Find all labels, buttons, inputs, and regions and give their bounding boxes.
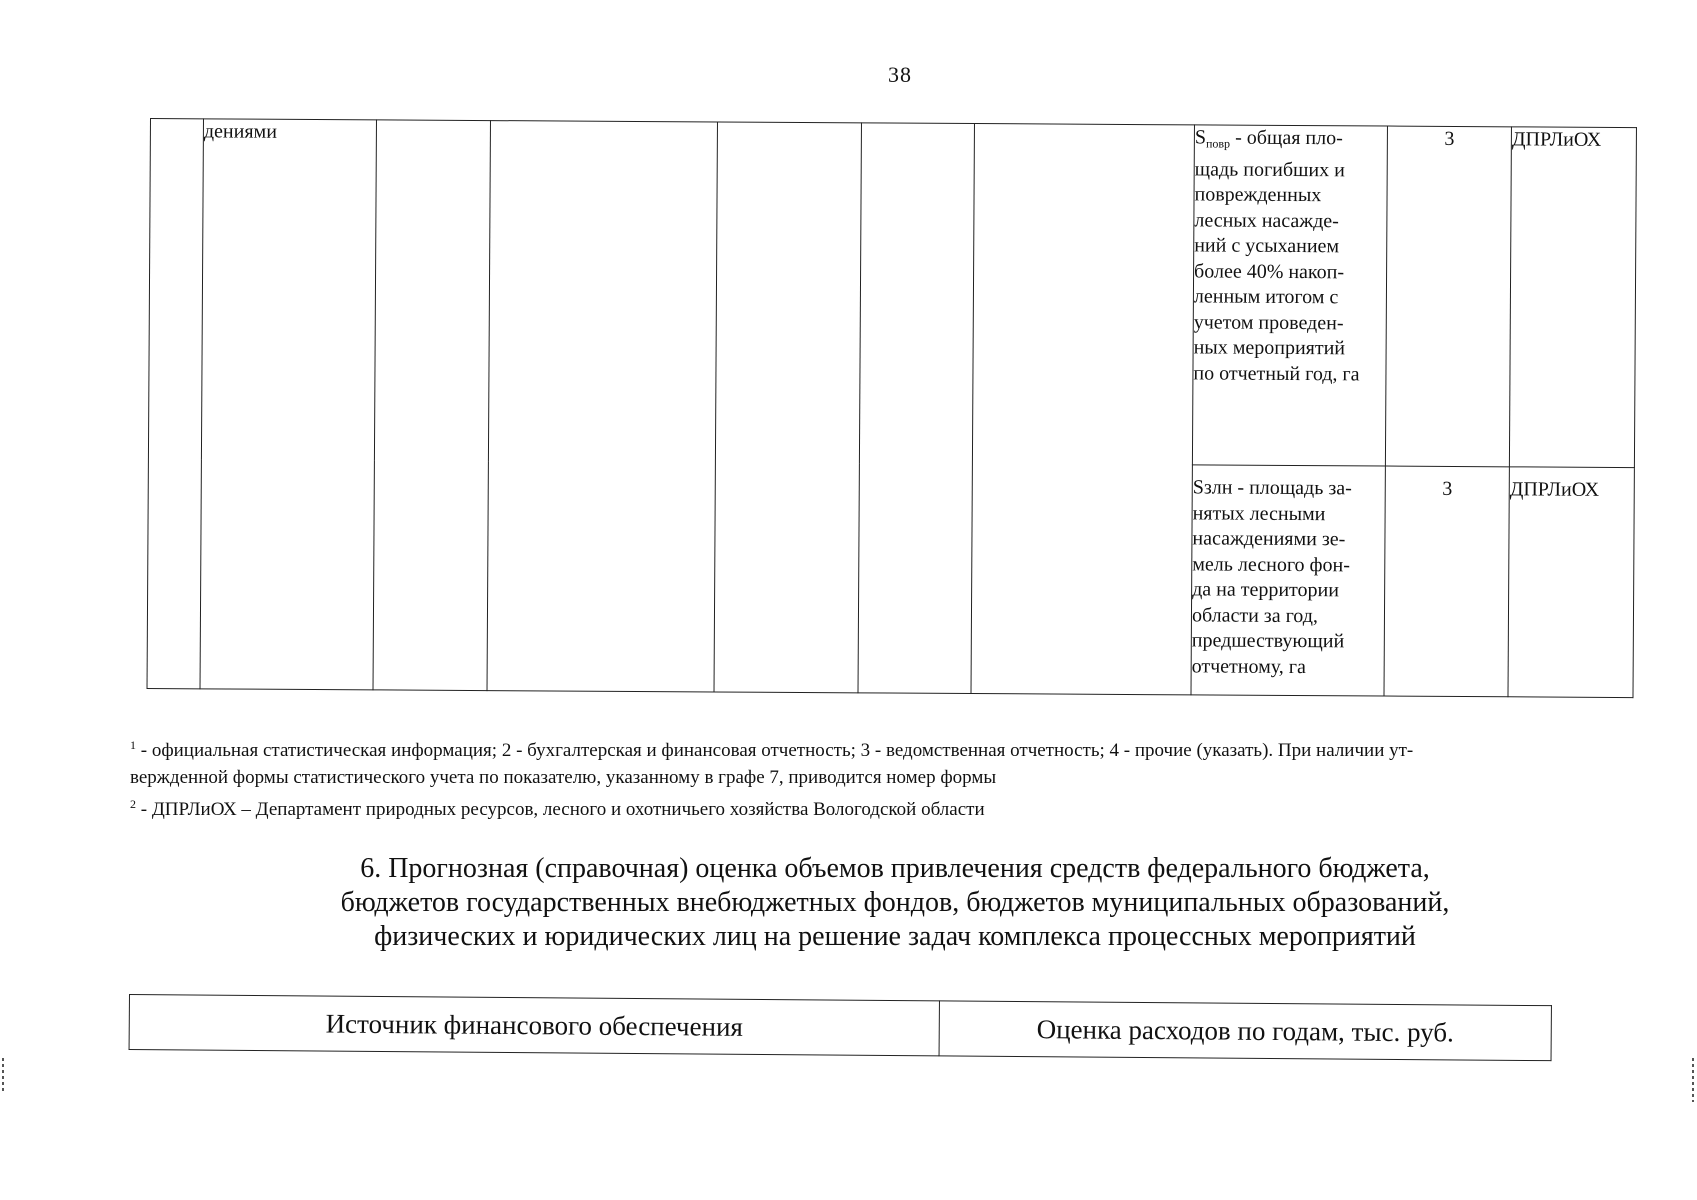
table-cell-source-code: 3: [1384, 466, 1509, 697]
table-cell-variable-description: [1191, 465, 1385, 696]
scan-edge-mark: [2, 1058, 4, 1094]
section-heading: [220, 852, 1570, 954]
footnote-1: $^1$ - официальная статистическая информация; 2 - бухгалтерская и финансовая отчетность; 3 - ведомственная отчетность; 4 - прочие (указать). При наличии ут-: [130, 738, 1414, 761]
page-number: 38: [888, 62, 912, 87]
variable-description-line: отчетному, га: [1191, 654, 1306, 678]
indicator-table: [147, 118, 1637, 698]
variable-description-line: ленным итогом с: [1193, 285, 1339, 309]
table-cell-empty: [971, 124, 1194, 695]
variable-description-line: мель лесного фон-: [1192, 552, 1350, 576]
variable-description-line: области за год,: [1191, 603, 1318, 627]
indicator-name-text: дениями: [203, 120, 278, 143]
expense-estimate-header: Оценка расходов по годам, тыс. руб.: [939, 1001, 1551, 1061]
table-cell-variable-description: [1192, 125, 1387, 466]
variable-description-line: ний с усыханием: [1194, 234, 1340, 258]
section-heading-line: 6. Прогнозная (справочная) оценка объемов привлечения средств федерального бюджета,: [360, 853, 1430, 884]
footnote-1-mark: 1: [130, 738, 136, 752]
variable-description-line: более 40% накоп-: [1194, 259, 1345, 283]
variable-description-line: Sзлн - площадь за-: [1192, 476, 1352, 500]
variable-description-line: лесных насажде-: [1194, 208, 1339, 232]
footnote-1-continuation: вержденной формы статистического учета по показателю, указанному в графе 7, приводится номер формы: [130, 767, 997, 788]
variable-description-line: по отчетный год, га: [1193, 361, 1360, 385]
table-cell-department: ДПРЛиОХ: [1509, 127, 1636, 468]
table-cell-department: ДПРЛиОХ: [1508, 467, 1634, 698]
table-cell-empty: [487, 121, 717, 692]
variable-description-line: насаждениями зе-: [1192, 527, 1346, 551]
financing-table: [129, 994, 1552, 1061]
variable-description-line: учетом проведен-: [1193, 310, 1344, 334]
variable-description-line: да на территории: [1192, 578, 1340, 602]
variable-subscript: повр: [1205, 136, 1231, 151]
table-cell-source-code: 3: [1385, 126, 1511, 467]
section-heading-line: физических и юридических лиц на решение задач комплекса процессных мероприятий: [374, 921, 1416, 952]
variable-description-line: поврежденных: [1194, 183, 1322, 207]
variable-description-line: $S_{повр}$ - общая пло-: [1194, 126, 1343, 151]
footnote-2: $^2$ - ДПРЛиОХ – Департамент природных ресурсов, лесного и охотничьего хозяйства Вологодской области: [130, 797, 985, 820]
variable-description-line: предшествующий: [1191, 629, 1345, 653]
table-cell-empty: [858, 123, 974, 694]
section-heading-line: бюджетов государственных внебюджетных фондов, бюджетов муниципальных образований,: [340, 887, 1450, 918]
table-cell-indicator-name: [200, 119, 376, 690]
variable-description-line: нятых лесными: [1192, 501, 1326, 525]
table-cell-empty: [714, 122, 861, 693]
variable-symbol: S: [1194, 126, 1207, 149]
financing-source-header: Источник финансового обеспечения: [129, 995, 939, 1056]
variable-description-line: ных мероприятий: [1193, 336, 1346, 360]
scan-edge-mark: [1692, 1058, 1694, 1102]
footnotes: [130, 732, 1640, 823]
footnote-2-mark: 2: [130, 797, 136, 811]
table-cell-empty: [373, 120, 490, 691]
table-cell-number: [147, 119, 203, 689]
variable-description-line: щадь погибших и: [1194, 157, 1345, 181]
